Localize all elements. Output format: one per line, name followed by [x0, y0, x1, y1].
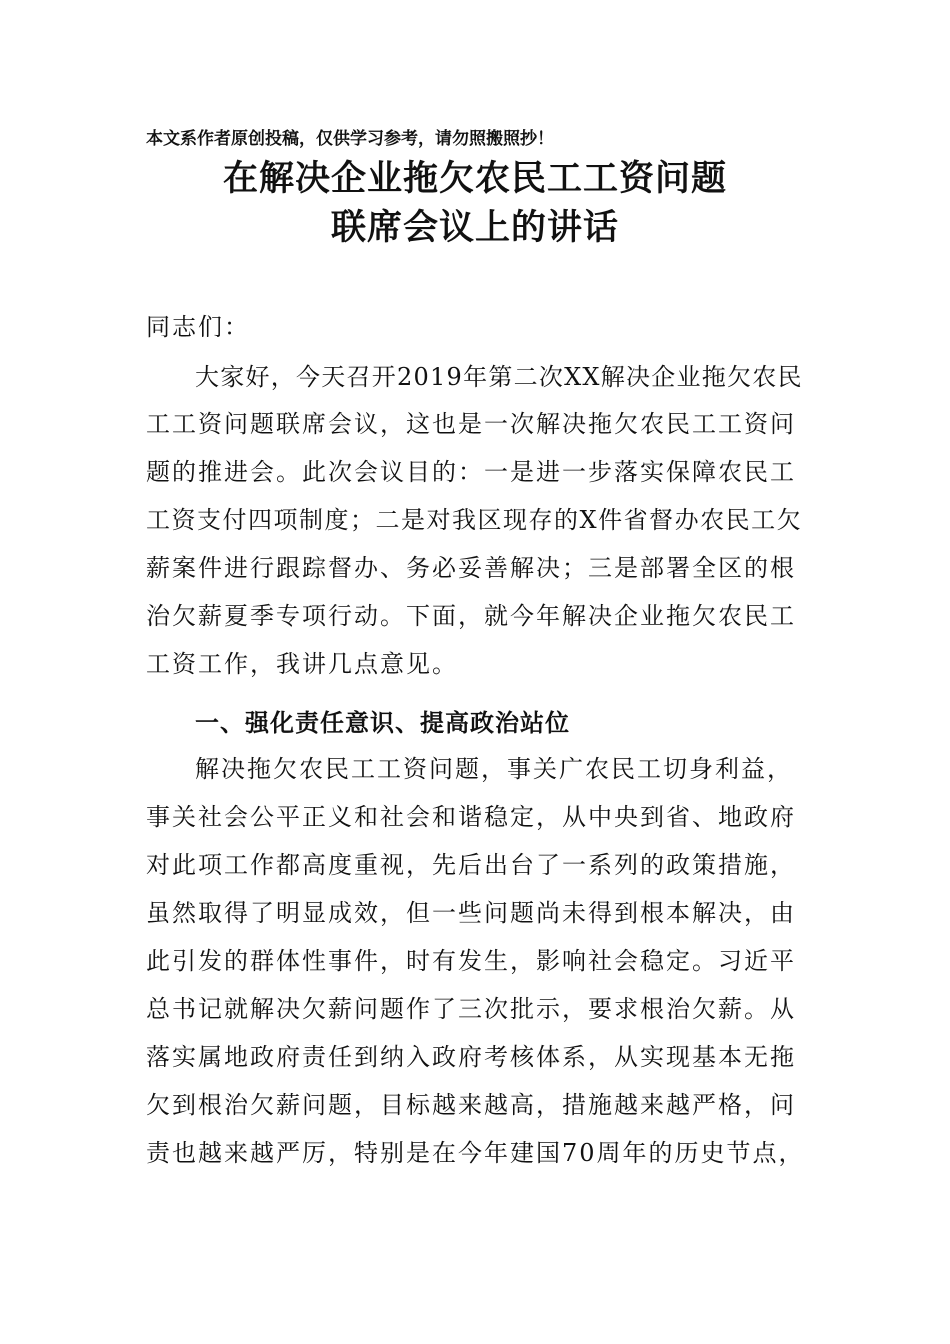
copyright-notice: 本文系作者原创投稿，仅供学习参考，请勿照搬照抄！	[146, 129, 554, 149]
section1-line-9: 责也越来越严厉，特别是在今年建国70周年的历史节点，	[146, 1139, 805, 1167]
page-title-line-2: 联席会议上的讲话	[330, 207, 619, 248]
section1-line-6: 总书记就解决欠薪问题作了三次批示，要求根治欠薪。从	[146, 995, 796, 1023]
section1-line-5: 此引发的群体性事件，时有发生，影响社会稳定。习近平	[146, 947, 796, 975]
section1-line-3: 对此项工作都高度重视，先后出台了一系列的政策措施，	[146, 851, 796, 879]
intro-line-4: 工资支付四项制度；二是对我区现存的X件省督办农民工欠	[146, 506, 803, 534]
page-title-line-1: 在解决企业拖欠农民工工资问题	[222, 158, 727, 199]
section1-line-8: 欠到根治欠薪问题，目标越来越高，措施越来越严格，问	[146, 1091, 796, 1119]
section1-line-4: 虽然取得了明显成效，但一些问题尚未得到根本解决，由	[146, 899, 796, 927]
section-heading-1: 一、强化责任意识、提高政治站位	[195, 709, 570, 737]
intro-line-1: 大家好，今天召开2019年第二次XX解决企业拖欠农民	[195, 363, 803, 391]
intro-line-7: 工资工作，我讲几点意见。	[146, 650, 458, 678]
salutation: 同志们：	[146, 313, 250, 341]
section1-line-2: 事关社会公平正义和社会和谐稳定，从中央到省、地政府	[146, 803, 796, 831]
section1-line-7: 落实属地政府责任到纳入政府考核体系，从实现基本无拖	[146, 1043, 796, 1071]
intro-line-6: 治欠薪夏季专项行动。下面，就今年解决企业拖欠农民工	[146, 602, 796, 630]
intro-line-5: 薪案件进行跟踪督办、务必妥善解决；三是部署全区的根	[146, 554, 796, 582]
intro-line-2: 工工资问题联席会议，这也是一次解决拖欠农民工工资问	[146, 410, 796, 438]
section1-line-1: 解决拖欠农民工工资问题，事关广农民工切身利益，	[195, 755, 793, 783]
intro-line-3: 题的推进会。此次会议目的：一是进一步落实保障农民工	[146, 458, 796, 486]
